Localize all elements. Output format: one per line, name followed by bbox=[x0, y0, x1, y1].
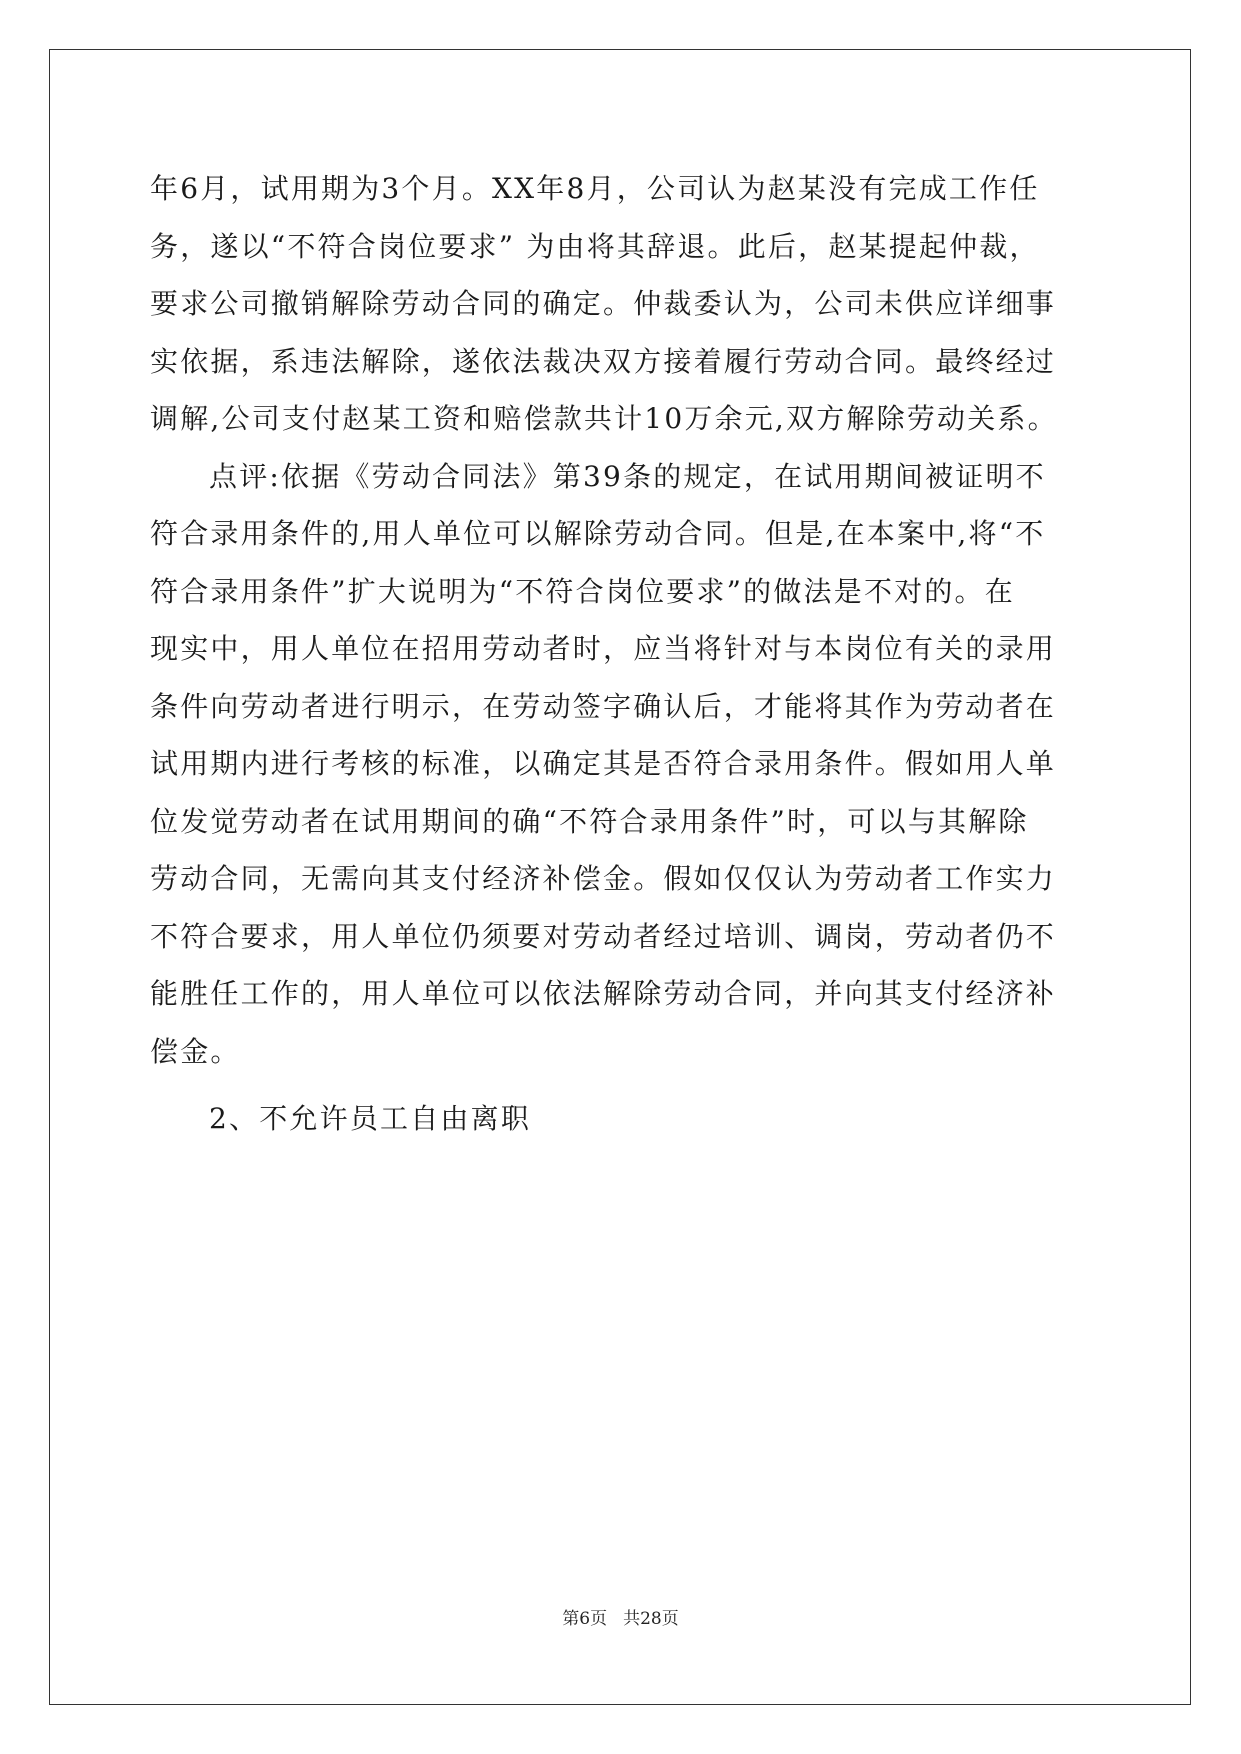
text-line: 现实中，用人单位在招用劳动者时，应当将针对与本岗位有关的录用 bbox=[150, 632, 1057, 665]
text-line: 务，遂以“不符合岗位要求” 为由将其辞退。此后，赵某提起仲裁， bbox=[150, 229, 1040, 263]
text-line: 劳动合同，无需向其支付经济补偿金。假如仅仅认为劳动者工作实力 bbox=[150, 862, 1057, 895]
text-line: 符合录用条件”扩大说明为“不符合岗位要求”的做法是不对的。在 bbox=[150, 574, 1015, 608]
text-line: 要求公司撤销解除劳动合同的确定。仲裁委认为，公司未供应详细事 bbox=[150, 287, 1057, 320]
text-line: 条件向劳动者进行明示，在劳动签字确认后，才能将其作为劳动者在 bbox=[150, 689, 1057, 723]
page-footer bbox=[0, 1604, 1241, 1629]
text-line: 不符合要求，用人单位仍须要对劳动者经过培训、调岗，劳动者仍不 bbox=[150, 919, 1057, 953]
case-paragraph bbox=[150, 160, 1092, 448]
section-heading: 2、不允许员工自由离职 bbox=[209, 1102, 532, 1135]
text-line: 点评:依据《劳动合同法》第39条的规定，在试用期间被证明不 bbox=[209, 459, 1046, 493]
text-line: 试用期内进行考核的标准，以确定其是否符合录用条件。假如用人单 bbox=[150, 747, 1057, 780]
page-total: 共28页 bbox=[623, 1609, 679, 1629]
comment-paragraph bbox=[150, 448, 1092, 1081]
document-body bbox=[150, 160, 1092, 1148]
page-number: 第6页 bbox=[562, 1609, 608, 1629]
text-line: 偿金。 bbox=[150, 1034, 241, 1068]
text-line: 调解,公司支付赵某工资和赔偿款共计10万余元,双方解除劳动关系。 bbox=[150, 402, 1058, 435]
text-line: 能胜任工作的，用人单位可以依法解除劳动合同，并向其支付经济补 bbox=[150, 977, 1057, 1010]
text-line: 年6月，试用期为3个月。XX年8月，公司认为赵某没有完成工作任 bbox=[150, 172, 1040, 205]
text-line: 符合录用条件的,用人单位可以解除劳动合同。但是,在本案中,将“不 bbox=[150, 517, 1046, 550]
text-line: 实依据，系违法解除，遂依法裁决双方接着履行劳动合同。最终经过 bbox=[150, 344, 1057, 378]
text-line: 位发觉劳动者在试用期间的确“不符合录用条件”时，可以与其解除 bbox=[150, 804, 1029, 838]
